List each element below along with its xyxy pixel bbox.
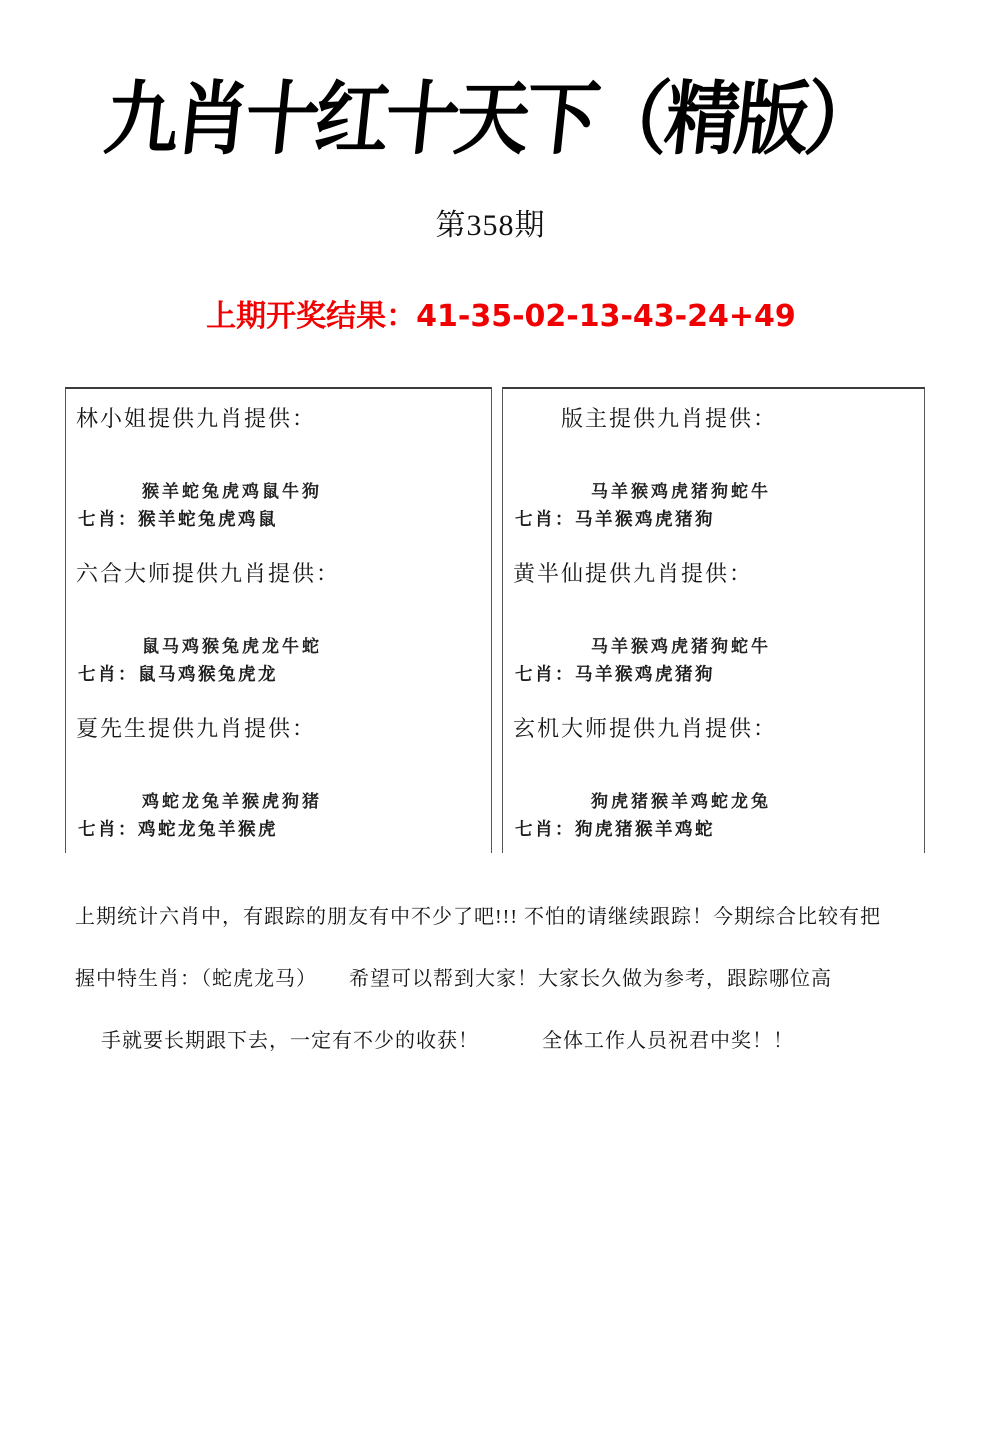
section-header: 夏先生提供九肖提供：	[76, 716, 317, 741]
prediction-section	[66, 389, 491, 544]
predictions-right-column	[502, 387, 925, 853]
nine-zodiac-line: 猴羊蛇兔虎鸡鼠牛狗	[142, 482, 322, 501]
prediction-section	[503, 544, 924, 699]
page-root	[0, 52, 981, 1440]
nine-zodiac-line: 鼠马鸡猴兔虎龙牛蛇	[142, 637, 322, 656]
section-header: 黄半仙提供九肖提供：	[513, 561, 754, 586]
nine-zodiac-line: 马羊猴鸡虎猪狗蛇牛	[591, 482, 771, 501]
seven-zodiac-line: 七肖：鸡蛇龙兔羊猴虎	[78, 819, 278, 839]
seven-zodiac-line: 七肖：狗虎猪猴羊鸡蛇	[515, 819, 715, 839]
seven-zodiac-line: 七肖：鼠马鸡猴兔虎龙	[78, 664, 278, 684]
prediction-section	[503, 699, 924, 854]
last-result-label: 上期开奖结果：	[206, 299, 417, 334]
footer-line-3: 手就要长期跟下去，一定有不少的收获！ 全体工作人员祝君中奖！！	[101, 1030, 794, 1052]
seven-zodiac-line: 七肖：马羊猴鸡虎猪狗	[515, 509, 715, 529]
masthead	[0, 52, 981, 174]
footer-note	[75, 900, 911, 1086]
section-header: 六合大师提供九肖提供：	[76, 561, 341, 586]
section-header: 玄机大师提供九肖提供：	[513, 716, 778, 741]
prediction-section	[503, 389, 924, 544]
nine-zodiac-line: 马羊猴鸡虎猪狗蛇牛	[591, 637, 771, 656]
prediction-section	[66, 544, 491, 699]
title-logo: 九肖十红十天下（精版）	[99, 73, 880, 166]
footer-line-2: 握中特生肖：（蛇虎龙马） 希望可以帮到大家！大家长久做为参考，跟踪哪位高	[75, 968, 832, 990]
nine-zodiac-line: 狗虎猪猴羊鸡蛇龙兔	[591, 792, 771, 811]
prediction-section	[66, 699, 491, 854]
footer-line-1: 上期统计六肖中，有跟踪的朋友有中不少了吧!!! 不怕的请继续跟踪！今期综合比较有把	[75, 906, 881, 928]
predictions-table	[65, 387, 925, 853]
issue-number: 第358期	[435, 209, 546, 242]
last-result-line	[0, 256, 981, 335]
seven-zodiac-line: 七肖：猴羊蛇兔虎鸡鼠	[78, 509, 278, 529]
section-header: 林小姐提供九肖提供：	[76, 406, 317, 431]
last-result-numbers: 41-35-02-13-43-24+49	[416, 299, 796, 334]
seven-zodiac-line: 七肖：马羊猴鸡虎猪狗	[515, 664, 715, 684]
nine-zodiac-line: 鸡蛇龙兔羊猴虎狗猪	[142, 792, 322, 811]
section-header: 版主提供九肖提供：	[561, 406, 778, 431]
predictions-left-column	[65, 387, 492, 853]
